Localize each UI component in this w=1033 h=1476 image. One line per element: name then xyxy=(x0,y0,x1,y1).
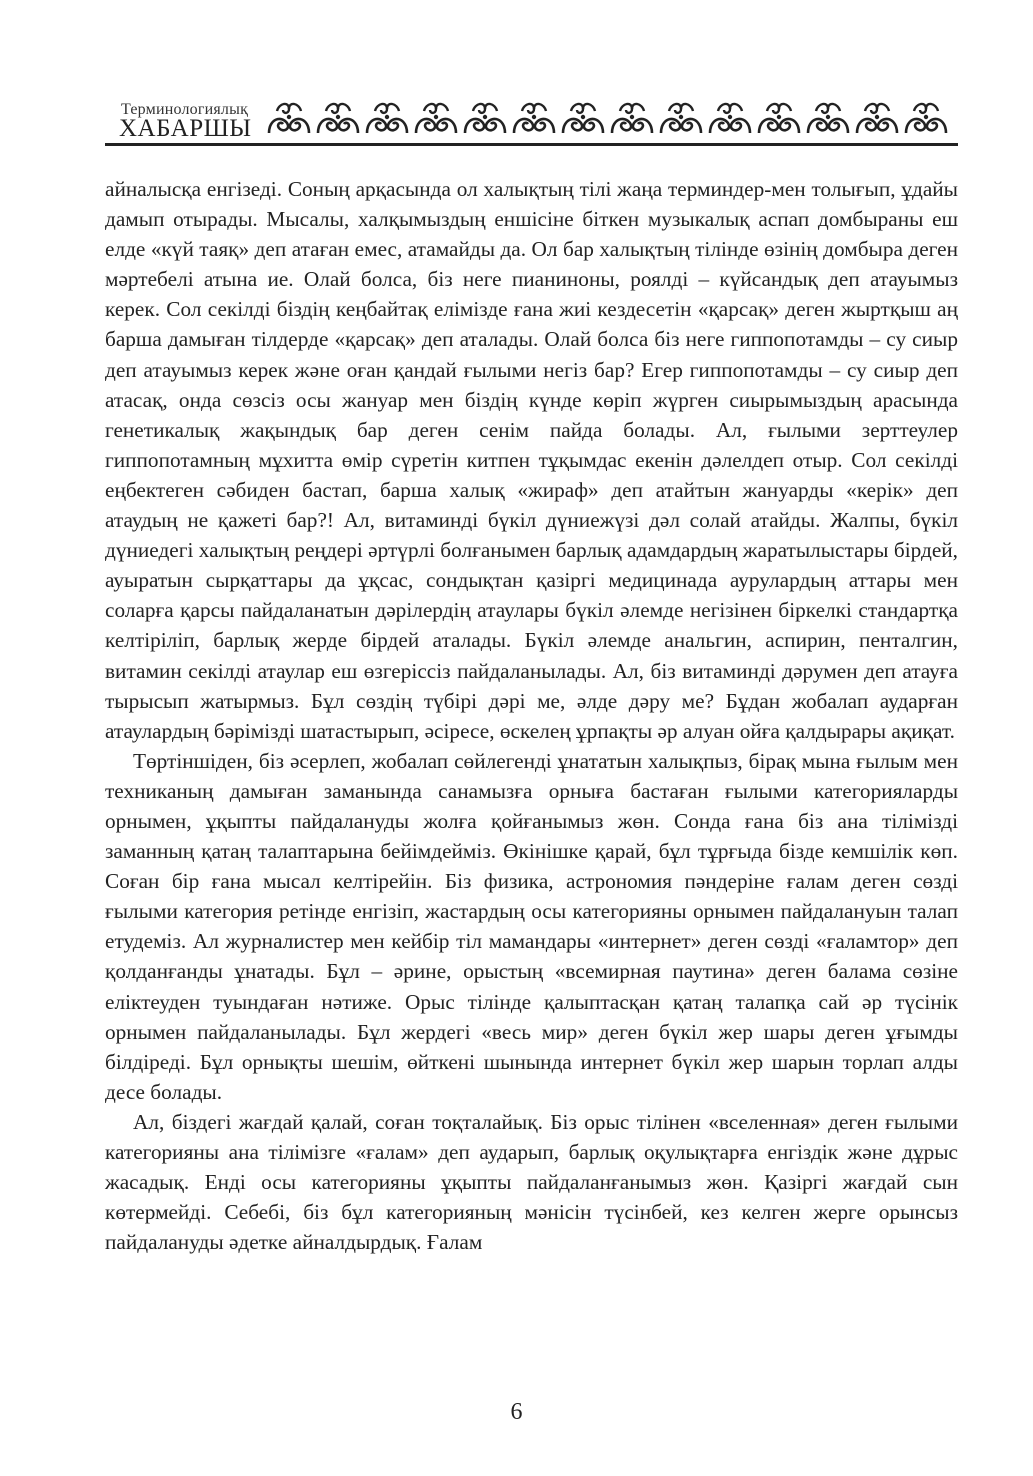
article-body xyxy=(105,174,958,1257)
ornament-border xyxy=(265,97,959,139)
ornament-motifs xyxy=(269,104,946,133)
journal-header xyxy=(105,95,958,143)
paragraph-1: айналысқа енгізеді. Соның арқасында ол халықтың тілі жаңа терминдер-мен толығып, ұдайы дамып отырады. Мысалы, халқымыздың еншісіне біткен музыкалық аспап домбыраны еш елде «күй таяқ» деп атаған емес, атамайды да. Ол бар халықтың тілінде өзінің домбыра деген мәртебелі атына ие. Олай болса, біз неге пианиноны, роялді – күйсандық деп атауымыз керек. Сол секілді біздің кеңбайтақ елімізде ғана жиі кездесетін «қарсақ» деген жыртқыш аң барша дамыған тілдерде «қарсақ» деп аталады. Олай болса біз неге гиппопотамды – су сиыр деп атауымыз керек және оған қандай ғылыми негіз бар? Егер гиппопотамды – су сиыр деп атасақ, онда сөзсіз осы жануар мен біздің күнде көріп жүрген сиырымыздың арасында генетикалық жақындық бар деген сенім пайда болады. Ал, ғылыми зерттеулер гиппопотамның мұхитта өмір сүретін китпен тұқымдас екенін дәлелдеп отыр. Сол секілді еңбектеген сәбиден бастап, барша халық «жираф» деп атайтын жануарды «керік» деп атаудың не қажеті бар?! Ал, витаминді бүкіл дүниежүзі дәл солай атайды. Жалпы, бүкіл дүниедегі халықтың реңдері әртүрлі болғанымен барлық адамдардың жаратылыстары бірдей, ауыратын сырқаттары да ұқсас, сондықтан қазіргі медицинада аурулардың аттары мен соларға қарсы пайдаланатын дәрілердің атаулары бүкіл әлемде негізінен біркелкі стандартқа келтіріліп, барлық жерде бірдей аталады. Бүкіл әлемде анальгин, аспирин, пенталгин, витамин секілді атаулар еш өзгеріссіз пайдаланылады. Ал, біз витаминді дәрумен деп атауға тырысып жатырмыз. Бұл сөздің түбірі дәрі ме, әлде дәру ме? Бұдан жобалап аударған атаулардың бәрімізді шатастырып, әсіресе, өскелең ұрпақты әр алуан ойға қалдырары ақиқат. xyxy=(105,177,958,743)
journal-title-line2: ХАБАРШЫ xyxy=(119,115,252,142)
journal-title-line1: Терминологиялық xyxy=(121,101,249,118)
page-number: 6 xyxy=(510,1399,523,1425)
header-rule xyxy=(105,143,958,146)
paragraph-3: Ал, біздегі жағдай қалай, соған тоқталайық. Біз орыс тілінен «вселенная» деген ғылыми категорияны ана тілімізге «ғалам» деп аударып, барлық оқулықтарға енгіздік және дұрыс жасадық. Енді осы категорияны ұқыпты пайдаланғанымыз жөн. Қазіргі жағдай сын көтермейді. Себебі, біз бұл категорияның мәнісін түсінбей, кез келген жерге орынсыз пайдалануды әдетке айналдырдық. Ғалам xyxy=(105,1109,958,1255)
paragraph-2: Төртіншіден, біз әсерлеп, жобалап сөйлегенді ұнататын халықпыз, бірақ мына ғылым мен техниканың дамыған заманында санамызға орныға бастаған ғылыми категорияларды орнымен, ұқыпты пайдалануды жолға қойғанымыз жөн. Сонда ғана біз ана тілімізді заманның қатаң талаптарына бейімдейміз. Өкінішке қарай, бұл тұрғыда бізде кемшілік көп. Соған бір ғана мысал келтірейін. Біз физика, астрономия пәндеріне ғалам деген сөзді ғылыми категория ретінде енгізіп, жастардың осы категорияны орнымен пайдалануын талап етудеміз. Ал журналистер мен кейбір тіл мамандары «интернет» деген сөзді «ғаламтор» деп қолданғанды ұнатады. Бұл – әрине, орыстың «всемирная паутина» деген балама сөзіне еліктеуден туындаған нәтиже. Орыс тілінде қалыптасқан қатаң талапқа сай әр түсінік орнымен пайдаланылады. Бұл жердегі «весь мир» деген бүкіл жер шары деген ұғымды білдіреді. Бұл орнықты шешім, өйткені шынында интернет бүкіл жер шарын торлап алды десе болады. xyxy=(105,748,958,1104)
